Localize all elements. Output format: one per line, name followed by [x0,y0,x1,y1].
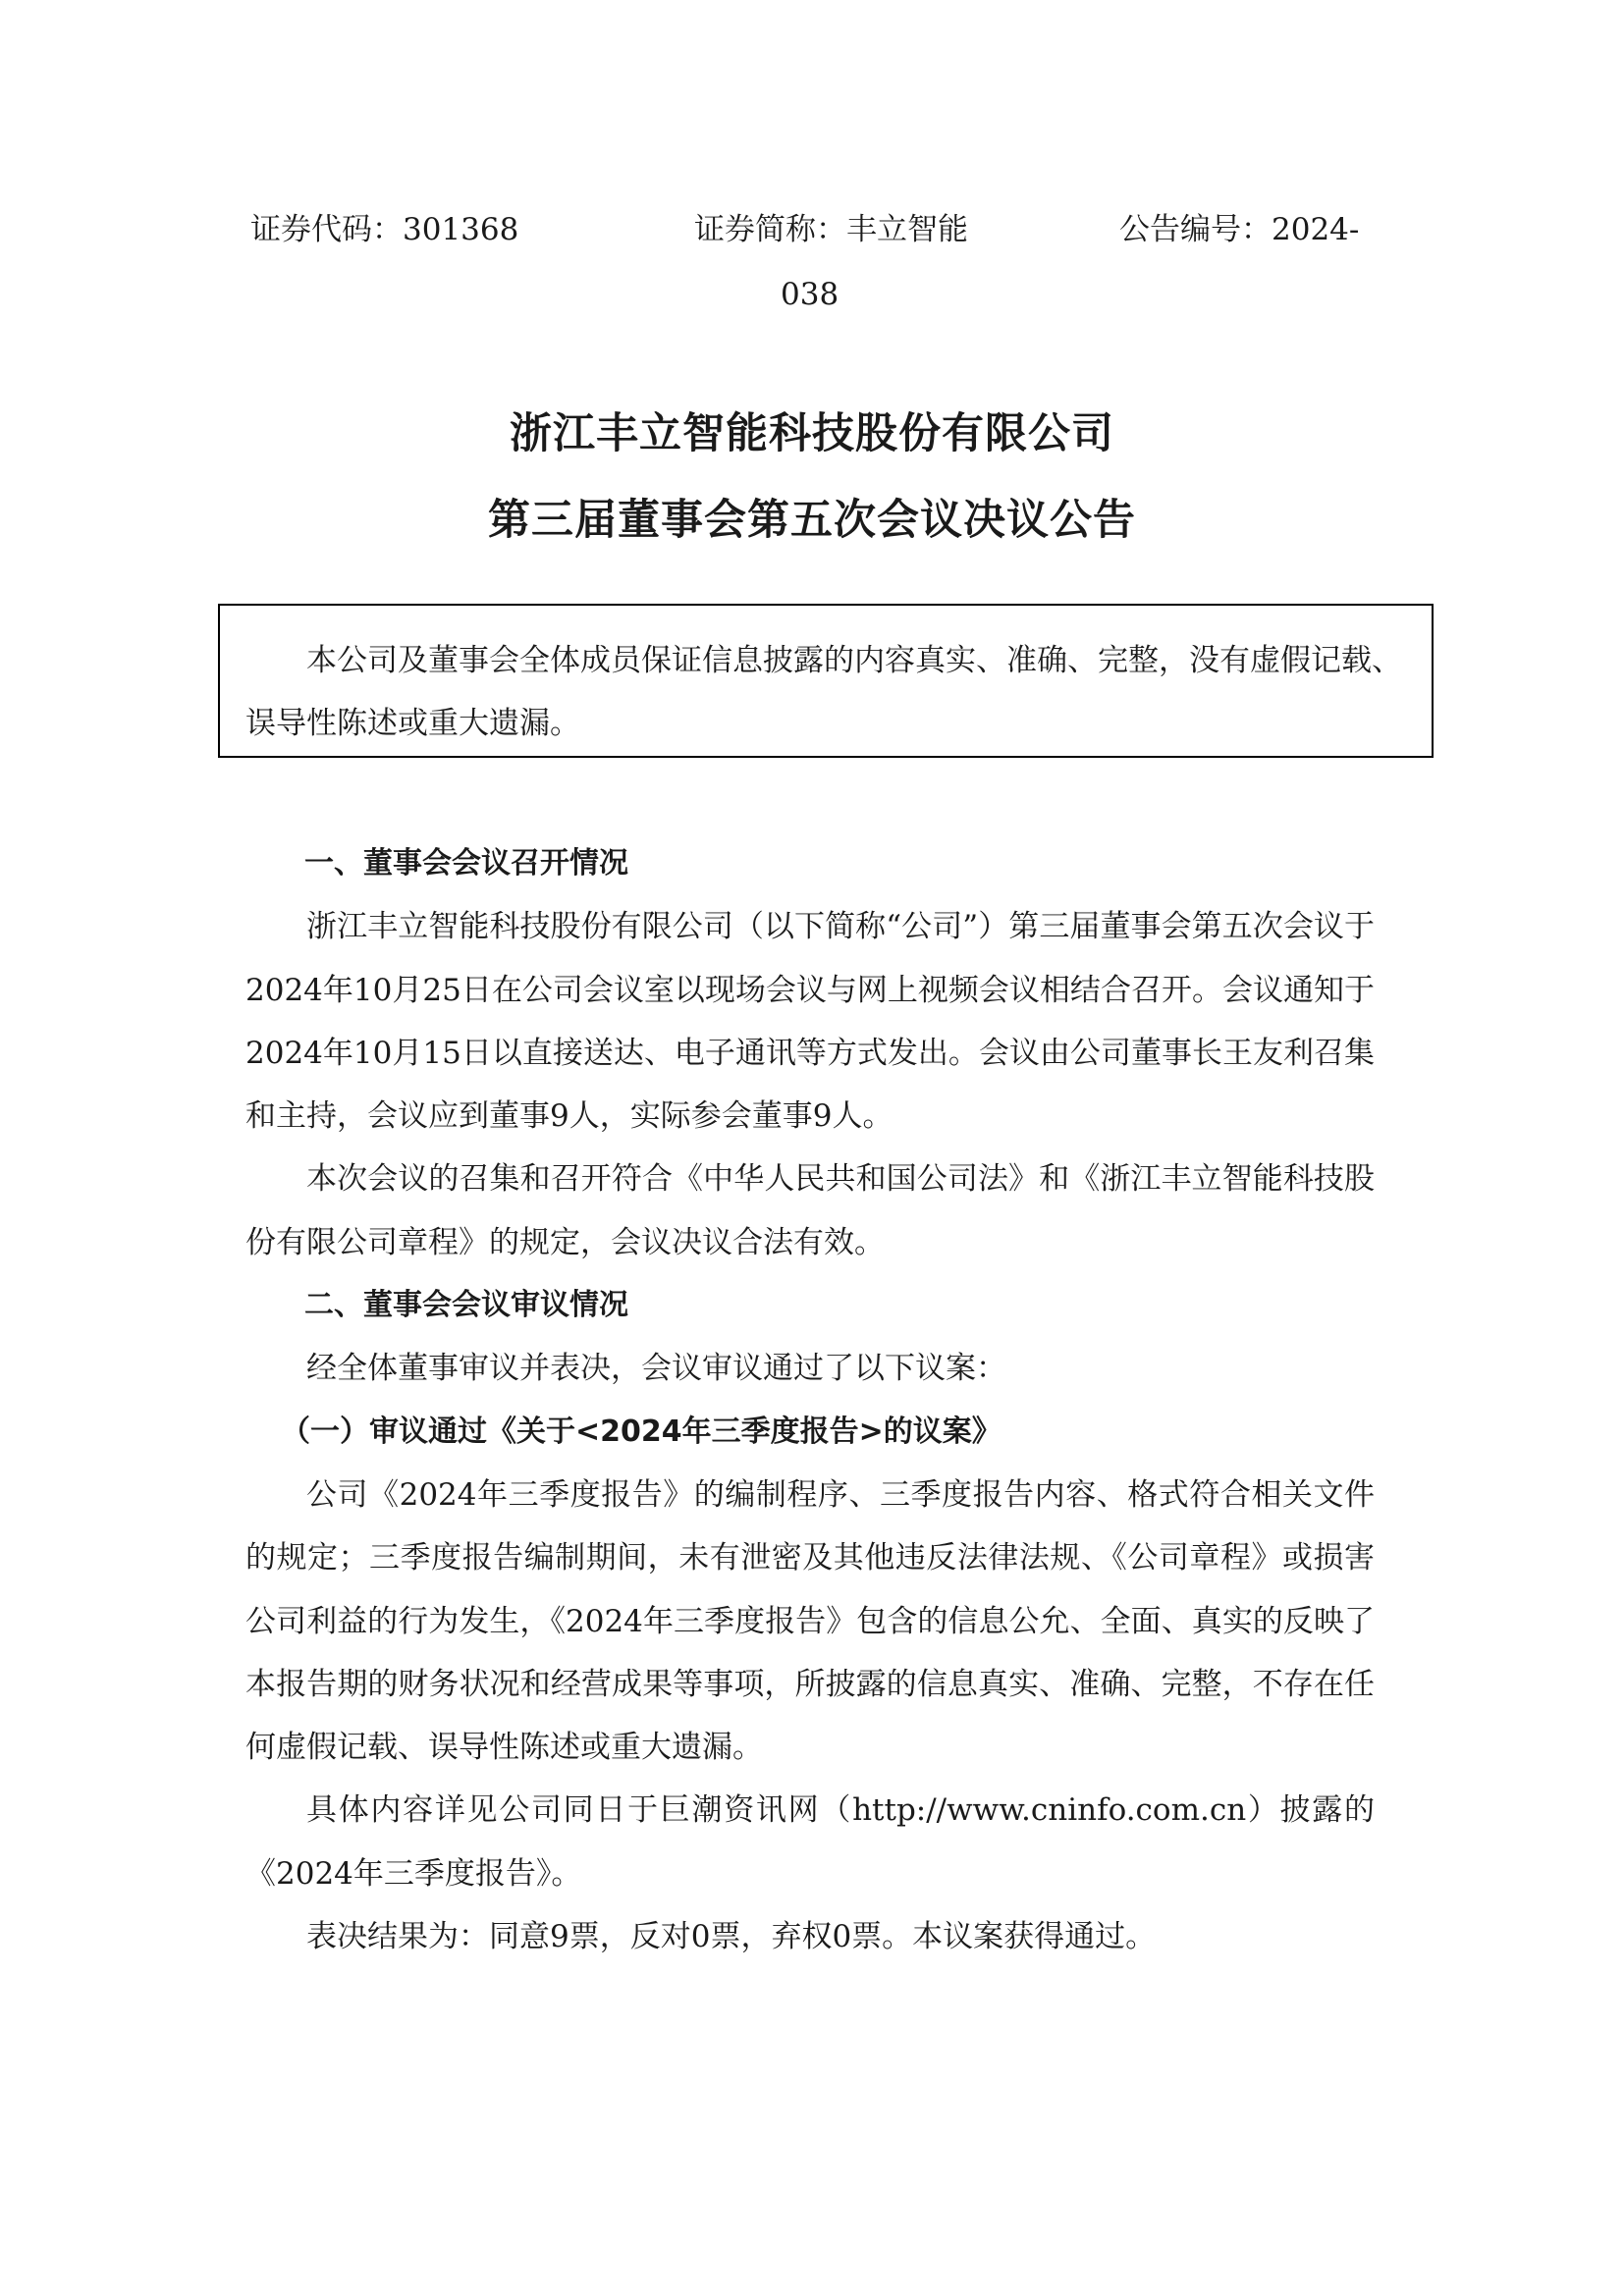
disclaimer-text: 本公司及董事会全体成员保证信息披露的内容真实、准确、完整，没有虚假记载、误导性陈述或重大遗漏。 [245,643,1402,741]
paragraph: 浙江丰立智能科技股份有限公司（以下简称“公司”）第三届董事会第五次会议于2024年10月25日在公司会议室以现场会议与网上视频会议相结合召开。会议通知于2024年10月15日以直接送达、电子通讯等方式发出。会议由公司董事长王友利召集和主持，会议应到董事9人，实际参会董事9人。 [245,909,1375,1135]
disclaimer-box [218,604,1434,758]
motion-heading: （一）审议通过《关于<2024年三季度报告>的议案》 [281,1414,1001,1449]
announcement-header [250,206,1380,253]
section-heading: 一、董事会会议召开情况 [304,846,628,881]
announcement-body [245,832,1375,1968]
paragraph: 本次会议的召集和召开符合《中华人民共和国公司法》和《浙江丰立智能科技股份有限公司章程》的规定，会议决议合法有效。 [245,1161,1375,1260]
announcement-title: 第三届董事会第五次会议决议公告 [488,496,1136,545]
paragraph: 公司《2024年三季度报告》的编制程序、三季度报告内容、格式符合相关文件的规定；三季度报告编制期间，未有泄密及其他违反法律法规、《公司章程》或损害公司利益的行为发生，《2024年三季度报告》包含的信息公允、全面、真实的反映了本报告期的财务状况和经营成果等事项，所披露的信息真实、准确、完整，不存在任何虚假记载、误导性陈述或重大遗漏。 [245,1476,1375,1766]
announcement-number: 公告编号：2024- [1119,212,1360,247]
security-abbreviation: 证券简称：丰立智能 [694,212,968,247]
section-heading: 二、董事会会议审议情况 [304,1288,628,1323]
announcement-number-continued: 038 [781,277,839,312]
paragraph: 经全体董事审议并表决，会议审议通过了以下议案： [306,1351,1006,1387]
security-code: 证券代码：301368 [250,212,519,247]
company-title: 浙江丰立智能科技股份有限公司 [510,409,1114,458]
vote-result: 表决结果为：同意9票，反对0票，弃权0票。本议案获得通过。 [306,1919,1157,1955]
paragraph: 具体内容详见公司同日于巨潮资讯网（http://www.cninfo.com.cn）披露的《2024年三季度报告》。 [245,1792,1375,1892]
